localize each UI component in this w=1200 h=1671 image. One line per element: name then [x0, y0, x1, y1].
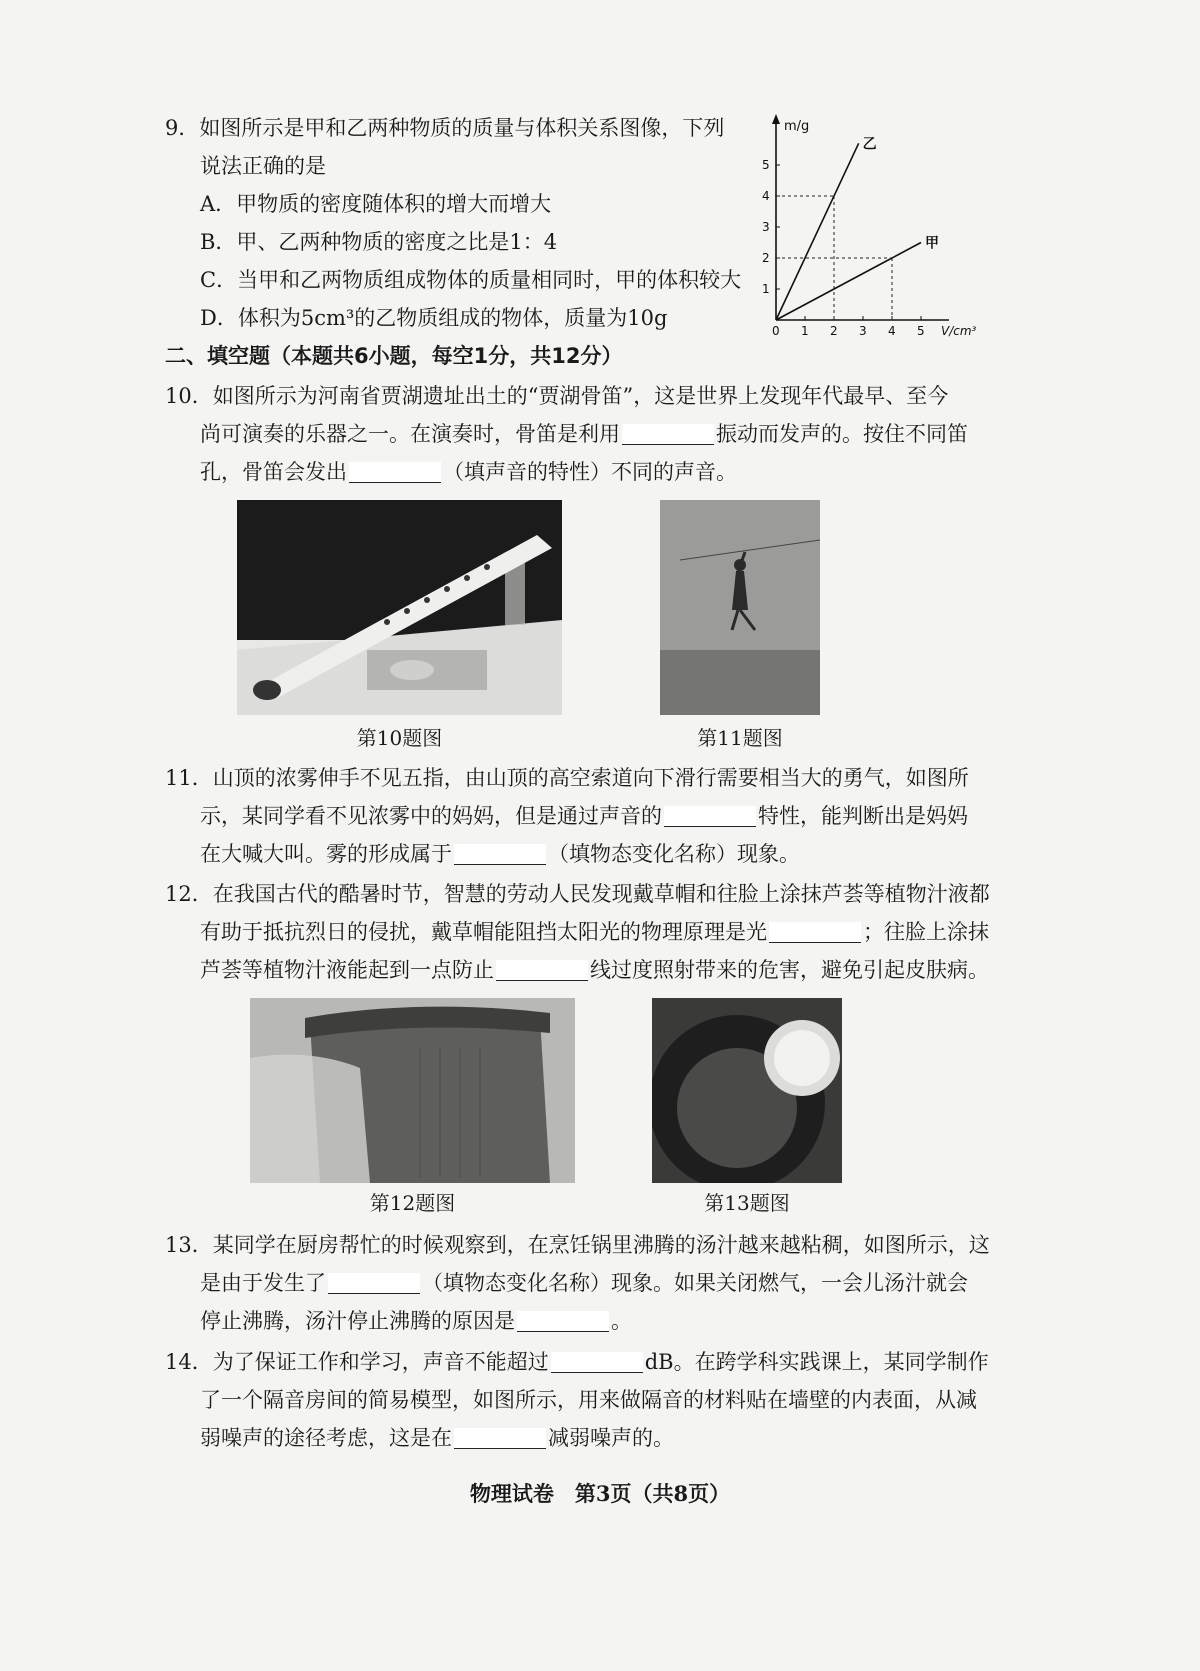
- x-tick-label: 3: [859, 324, 867, 338]
- chart-axes: [772, 114, 949, 320]
- q12-answer-blank-1[interactable]: [769, 922, 861, 943]
- q11-line3: [200, 839, 800, 869]
- q10-number: 10．: [165, 384, 213, 408]
- q11-text1: 山顶的浓雾伸手不见五指，由山顶的高空索道向下滑行需要相当大的勇气，如图所: [212, 766, 969, 790]
- chart-series: [776, 143, 921, 320]
- chart-labels: [762, 119, 977, 338]
- q11-answer-blank-1[interactable]: [664, 806, 756, 827]
- q14-text1a: 为了保证工作和学习，声音不能超过: [212, 1350, 549, 1374]
- series-line-1: [776, 143, 859, 320]
- q10-text2a: 尚可演奏的乐器之一。在演奏时，骨笛是利用: [200, 422, 620, 446]
- bone-flute-photo: [237, 500, 562, 715]
- q14-answer-blank-2[interactable]: [454, 1428, 546, 1449]
- q11-text3a: 在大喊大叫。雾的形成属于: [200, 842, 452, 866]
- x-tick-label: 2: [830, 324, 838, 338]
- fig10-caption: 第10题图: [356, 726, 443, 750]
- q12-text3a: 芦荟等植物汁液能起到一点防止: [200, 958, 494, 982]
- q14-number: 14．: [165, 1350, 213, 1374]
- q13-answer-blank-2[interactable]: [517, 1311, 609, 1332]
- y-tick-label: 2: [762, 251, 770, 265]
- q9-option-c: C．当甲和乙两物质组成物体的质量相同时，甲的体积较大: [200, 268, 742, 292]
- q12-text1: 在我国古代的酷暑时节，智慧的劳动人民发现戴草帽和往脸上涂抹芦荟等植物汁液都: [212, 882, 990, 906]
- x-axis-label: V/cm³: [941, 324, 977, 338]
- q14-line2: 了一个隔音房间的简易模型，如图所示，用来做隔音的材料贴在墙壁的内表面，从减: [200, 1388, 977, 1412]
- q11-text2b: 特性，能判断出是妈妈: [758, 804, 968, 828]
- q9-option-d: D．体积为5cm³的乙物质组成的物体，质量为10g: [200, 306, 668, 330]
- q14-text3b: 减弱噪声的。: [548, 1426, 674, 1450]
- straw-hat-photo: [250, 998, 575, 1183]
- q10-line3: [200, 457, 737, 487]
- y-tick-label: 3: [762, 220, 770, 234]
- y-tick-label: 4: [762, 189, 770, 203]
- q10-text3b: （填声音的特性）不同的声音。: [443, 460, 737, 484]
- q13-line3: [200, 1306, 632, 1336]
- fig12-caption: 第12题图: [369, 1191, 456, 1215]
- q11-text3b: （填物态变化名称）现象。: [548, 842, 800, 866]
- boiling-soup-photo: [652, 998, 842, 1183]
- q10-answer-blank-1[interactable]: [622, 424, 714, 445]
- q12-number: 12．: [165, 882, 213, 906]
- x-tick-label: 4: [888, 324, 896, 338]
- mass-volume-chart: [748, 108, 1018, 343]
- q14-answer-blank-1[interactable]: [551, 1352, 643, 1373]
- q10-text2b: 振动而发声的。按住不同笛: [716, 422, 968, 446]
- q11-answer-blank-2[interactable]: [454, 844, 546, 865]
- q10-text1: 如图所示为河南省贾湖遗址出土的“贾湖骨笛”，这是世界上发现年代最早、至今: [212, 384, 949, 408]
- q13-text2a: 是由于发生了: [200, 1271, 326, 1295]
- q10-line2: [200, 419, 968, 449]
- q9-option-a: A．甲物质的密度随体积的增大而增大: [200, 192, 552, 216]
- q12-line1: [165, 879, 990, 909]
- q9-stem-line1: [165, 113, 724, 143]
- q10-line1: [165, 381, 948, 411]
- q12-text2a: 有助于抵抗烈日的侵扰，戴草帽能阻挡太阳光的物理原理是光: [200, 920, 767, 944]
- x-tick-label: 0: [772, 324, 780, 338]
- q9-option-b: B．甲、乙两种物质的密度之比是1：4: [200, 230, 558, 254]
- fig11-caption: 第11题图: [697, 726, 783, 750]
- q12-line2: [200, 917, 989, 947]
- chart-guides: [776, 196, 892, 320]
- q13-text2b: （填物态变化名称）现象。如果关闭燃气，一会儿汤汁就会: [422, 1271, 968, 1295]
- q14-line1: [165, 1347, 989, 1377]
- q10-text3a: 孔，骨笛会发出: [200, 460, 347, 484]
- fig13-caption: 第13题图: [704, 1191, 790, 1215]
- section-2-heading: 二、填空题（本题共6小题，每空1分，共12分）: [165, 344, 623, 368]
- q11-line2: [200, 801, 968, 831]
- q12-line3: [200, 955, 989, 985]
- q13-line2: [200, 1268, 968, 1298]
- q13-number: 13．: [165, 1233, 213, 1257]
- page-footer: 物理试卷 第3页（共8页）: [469, 1481, 731, 1506]
- q14-line3: [200, 1423, 674, 1453]
- q12-answer-blank-2[interactable]: [496, 960, 588, 981]
- q13-answer-blank-1[interactable]: [328, 1273, 420, 1294]
- series-label-2: 甲: [925, 235, 939, 252]
- q11-line1: [165, 763, 969, 793]
- series-label-1: 乙: [862, 136, 877, 153]
- q14-text3a: 弱噪声的途径考虑，这是在: [200, 1426, 452, 1450]
- q13-text1: 某同学在厨房帮忙的时候观察到，在烹饪锅里沸腾的汤汁越来越粘稠，如图所示，这: [212, 1233, 990, 1257]
- q9-number: 9．: [165, 116, 200, 140]
- q13-text3a: 停止沸腾，汤汁停止沸腾的原因是: [200, 1309, 515, 1333]
- q11-number: 11．: [165, 766, 213, 790]
- x-tick-label: 1: [801, 324, 809, 338]
- x-tick-label: 5: [917, 324, 925, 338]
- y-axis-arrow: [772, 114, 780, 124]
- q11-text2a: 示，某同学看不见浓雾中的妈妈，但是通过声音的: [200, 804, 662, 828]
- y-tick-label: 5: [762, 158, 770, 172]
- q13-text3b: 。: [611, 1309, 632, 1333]
- q9-stem-line2: 说法正确的是: [200, 154, 326, 178]
- foggy-zipline-photo: [660, 500, 820, 715]
- y-tick-label: 1: [762, 282, 770, 296]
- q12-text3b: 线过度照射带来的危害，避免引起皮肤病。: [590, 958, 989, 982]
- series-line-2: [776, 243, 921, 321]
- y-axis-label: m/g: [784, 119, 810, 134]
- q14-text1b: dB。在跨学科实践课上，某同学制作: [644, 1350, 989, 1374]
- q9-stem-text: 如图所示是甲和乙两种物质的质量与体积关系图像，下列: [199, 116, 725, 140]
- q12-text2b: ；往脸上涂抹: [863, 920, 989, 944]
- q10-answer-blank-2[interactable]: [349, 462, 441, 483]
- q13-line1: [165, 1230, 990, 1260]
